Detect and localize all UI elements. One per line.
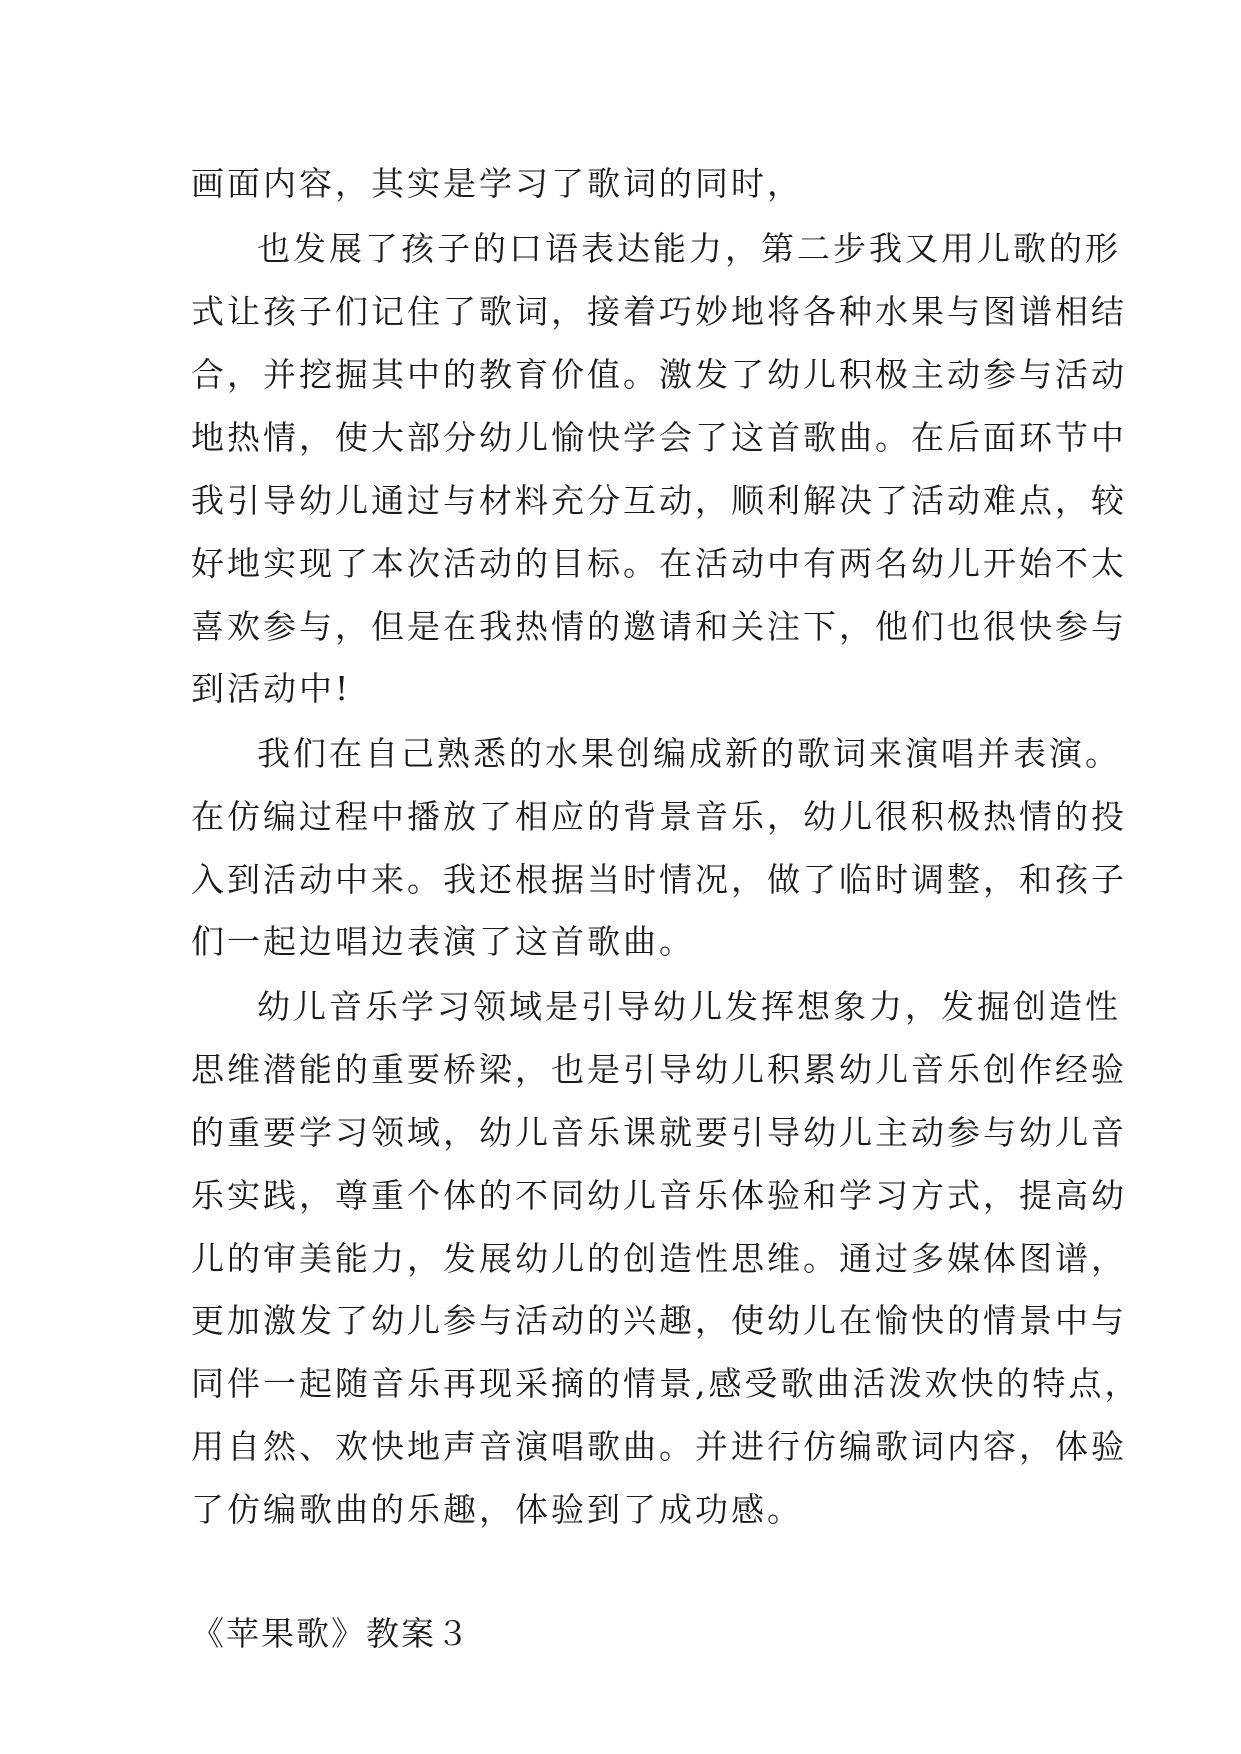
text-line: 幼儿音乐学习领域是引导幼儿发挥想象力，发掘创造性 (257, 987, 1121, 1026)
text-line: 地热情，使大部分幼儿愉快学会了这首歌曲。在后面环节中 (191, 418, 1127, 457)
section-title: 《苹果歌》教案３ (191, 1614, 471, 1653)
text-line: 同伴一起随音乐再现采摘的情景,感受歌曲活泼欢快的特点， (191, 1364, 1141, 1403)
text-line: 用自然、欢快地声音演唱歌曲。并进行仿编歌词内容，体验 (191, 1427, 1127, 1466)
text-line: 的重要学习领域，幼儿音乐课就要引导幼儿主动参与幼儿音 (191, 1113, 1127, 1152)
text-line: 儿的审美能力，发展幼儿的创造性思维。通过多媒体图谱， (191, 1239, 1127, 1278)
text-line: 入到活动中来。我还根据当时情况，做了临时调整，和孩子 (191, 860, 1127, 899)
text-line: 合，并挖掘其中的教育价值。激发了幼儿积极主动参与活动 (191, 355, 1127, 394)
text-line: 我们在自己熟悉的水果创编成新的歌词来演唱并表演。 (257, 734, 1121, 773)
text-line: 了仿编歌曲的乐趣，体验到了成功感。 (191, 1490, 803, 1529)
text-line: 式让孩子们记住了歌词，接着巧妙地将各种水果与图谱相结 (191, 292, 1127, 331)
text-line: 也发展了孩子的口语表达能力，第二步我又用儿歌的形 (257, 229, 1121, 268)
text-line: 好地实现了本次活动的目标。在活动中有两名幼儿开始不太 (191, 544, 1127, 583)
text-line: 画面内容，其实是学习了歌词的同时， (191, 164, 803, 203)
text-line: 更加激发了幼儿参与活动的兴趣，使幼儿在愉快的情景中与 (191, 1301, 1127, 1340)
text-line: 乐实践，尊重个体的不同幼儿音乐体验和学习方式，提高幼 (191, 1176, 1127, 1215)
text-line: 在仿编过程中播放了相应的背景音乐，幼儿很积极热情的投 (191, 797, 1127, 836)
text-line: 思维潜能的重要桥梁，也是引导幼儿积累幼儿音乐创作经验 (191, 1050, 1127, 1089)
text-line: 们一起边唱边表演了这首歌曲。 (191, 922, 695, 961)
text-line: 我引导幼儿通过与材料充分互动，顺利解决了活动难点，较 (191, 481, 1127, 520)
text-line: 到活动中! (191, 669, 352, 708)
text-line: 喜欢参与，但是在我热情的邀请和关注下，他们也很快参与 (191, 607, 1127, 646)
